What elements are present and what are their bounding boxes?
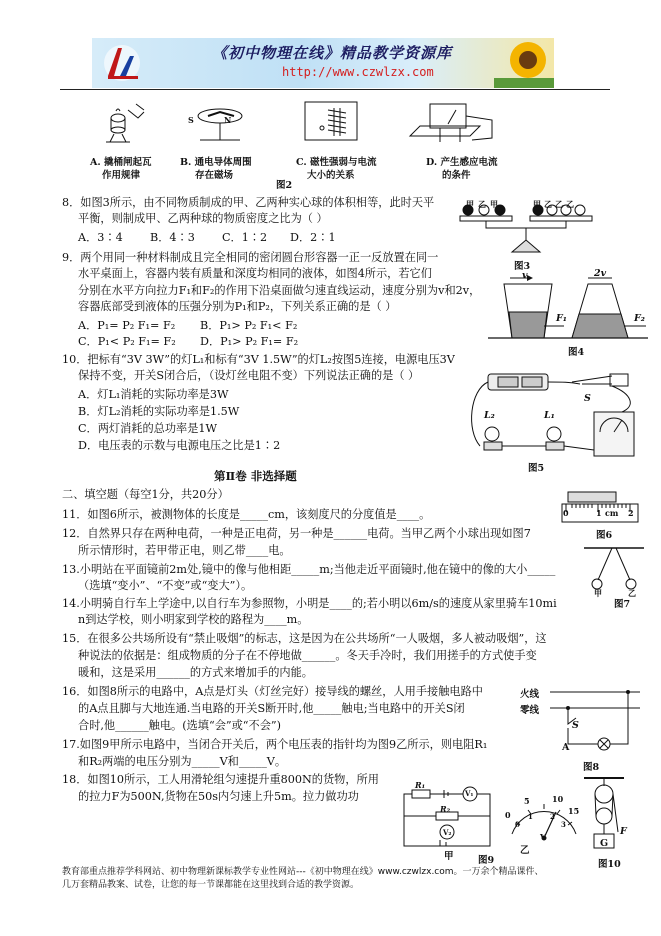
fig9-r1: R₁ <box>415 780 426 790</box>
q10-option-d: D．电压表的示数与电源电压之比是1∶2 <box>78 439 281 452</box>
fig9-scale-0: 0 <box>505 810 511 820</box>
q9-line-1: 9．两个用同一种材料制成且完全相同的密闭圆台形容器一正一反放置在同一 <box>62 251 439 264</box>
part2-heading: 第Ⅱ卷 非选择题 <box>214 469 297 483</box>
fig2-caption-c2: 大小的关系 <box>307 170 355 181</box>
q12-line-1: 12．自然界只存在两种电荷，一种是正电荷，另一种是______电荷。当甲乙两个小球出现如图7 <box>62 527 531 540</box>
fig2-pointer-n: N <box>224 115 232 125</box>
fig9-label: 图9 <box>478 855 495 866</box>
q13-line-1: 13.小明站在平面镜前2m处,镜中的像与他相距_____m;当他走近平面镜时,他在镜中的像的大小_____ <box>62 563 556 576</box>
q9-option-a: A．P₁= P₂ F₁= F₂ <box>78 319 176 332</box>
fig2-caption-a1: A. 撬桶闸起瓦 <box>90 157 152 168</box>
header-title: 《初中物理在线》精品教学资源库 <box>212 44 453 62</box>
q9-option-d: D．P₁> P₂ F₁= F₂ <box>200 335 299 348</box>
fig7-name-yi: 乙 <box>628 588 636 598</box>
fig9-sub1: 甲 <box>444 851 454 862</box>
fig6-label: 图6 <box>596 530 613 541</box>
q14-line-1: 14.小明骑自行车上学途中,以自行车为参照物，小明是____的;若小明以6m/s的速度从家里骑车10mi <box>62 597 557 610</box>
q17-line-2: 和R₂两端的电压分别为_____V和_____V。 <box>78 755 287 768</box>
fig5-label: 图5 <box>528 463 545 474</box>
q16-line-3: 合时,他______触电。(选填“会”或“不会”) <box>78 719 281 732</box>
footer-line-1: 教育部重点推荐学科网站、初中物理新课标教学专业性网站---《初中物理在线》www.czwlzx.com。一万余个精品课件、 <box>62 867 544 877</box>
logo-icon <box>100 42 144 84</box>
fig2-caption-a2: 作用规律 <box>102 170 141 181</box>
q17-line-1: 17.如图9甲所示电路中，当闭合开关后，两个电压表的指针均为图9乙所示，则电阻R₁ <box>62 738 488 751</box>
fig2-apparatus <box>100 96 510 154</box>
q16-line-1: 16．如图8所示的电路中，A点是灯头（灯丝完好）接导线的螺丝，人用手接触电路中 <box>62 685 483 698</box>
q8-line-2: 平衡，则制成甲、乙两种球的物质密度之比为（ ） <box>78 212 328 225</box>
fig8-label: 图8 <box>583 762 600 773</box>
fig5-l1: L₁ <box>544 410 555 421</box>
fig5-l2: L₂ <box>484 410 495 421</box>
q9-line-3: 分别在水平方向拉力F₁和F₂的作用下沿桌面做匀速直线运动，速度分别为v和2v， <box>78 284 481 297</box>
q8-option-c: C．1∶2 <box>222 231 268 244</box>
q10-line-2: 保持不变，开关S闭合后，（设灯丝电阻不变）下列说法正确的是（ ） <box>78 369 420 382</box>
fig4-v1: v <box>522 270 528 281</box>
fig6-tick-0: 0 <box>563 508 569 518</box>
header-url: http://www.czwlzx.com <box>282 65 434 79</box>
fig9-scale2-1: 1 <box>528 812 533 821</box>
q8-option-d: D．2∶1 <box>290 231 336 244</box>
q18-line-2: 的拉力F为500N,货物在50s内匀速上升5m。拉力做功功 <box>78 790 359 803</box>
q16-line-2: 的A点且脚与大地连通.当电路的开关S断开时,他_____触电;当电路中的开关S闭 <box>78 702 465 715</box>
q9-option-b: B．P₁> P₂ F₁< F₂ <box>200 319 298 332</box>
q8-option-a: A．3∶4 <box>78 231 123 244</box>
fig4-label: 图4 <box>568 347 585 358</box>
fig2-label: 图2 <box>276 180 293 191</box>
q10-line-1: 10．把标有“3V 3W”的灯L₁和标有“3V 1.5W”的灯L₂按图5连接，电源电压3V <box>62 353 455 366</box>
fig8-live-wire: 火线 <box>520 689 540 700</box>
q10-option-a: A．灯L₁消耗的实际功率是3W <box>78 388 229 401</box>
fig9-scale-15: 15 <box>568 806 580 816</box>
q10-option-c: C．两灯消耗的总功率是1W <box>78 422 218 435</box>
q18-line-1: 18．如图10所示，工人用滑轮组匀速提升重800N的货物，所用 <box>62 773 379 786</box>
fig6-tick-2: 2 <box>628 508 634 518</box>
fig3-left-labels: 甲乙甲 <box>466 199 502 209</box>
fig9-v-unit: V <box>540 832 547 842</box>
q9-line-4: 容器底部受到液体的压强分别为P₁和P₂，下列关系正确的是（ ） <box>78 300 397 313</box>
fig7-label: 图7 <box>614 599 631 610</box>
fig3-right-labels: 甲乙乙乙 <box>533 199 577 209</box>
fig6-unit: cm <box>605 508 619 518</box>
fig9-scale2-3: 3 <box>561 820 566 829</box>
fig9-sub2: 乙 <box>520 845 530 856</box>
q11-line-1: 11．如图6所示，被测物体的长度是_____cm，该刻度尺的分度值是____。 <box>62 508 431 521</box>
fig9-scale-5: 5 <box>524 796 530 806</box>
q13-line-2: （选填“变小”、“不变”或“变大”）。 <box>78 579 253 592</box>
q15-line-1: 15．在很多公共场所设有“禁止吸烟”的标志，这是因为在公共场所“一人吸烟，多人被动吸烟”，这 <box>62 632 547 645</box>
fig4-v2: 2v <box>594 268 607 279</box>
fig4-f2: F₂ <box>634 313 645 324</box>
fig9-scale2-0: 0 <box>515 820 520 829</box>
fig4-containers <box>488 268 648 346</box>
fig9-v2: V₂ <box>443 828 452 837</box>
fig9-r2: R₂ <box>440 804 451 814</box>
q15-line-3: 暖和，这是采用______的方式来增加手的内能。 <box>78 666 313 679</box>
fig6-tick-1: 1 <box>596 508 602 518</box>
q9-line-2: 水平桌面上，容器内装有质量和深度均相同的液体，如图4所示，若它们 <box>78 267 432 280</box>
q8-option-b: B．4∶3 <box>150 231 195 244</box>
fig9-scale2-2: 2 <box>550 812 555 821</box>
q14-line-2: n到达学校，则小明家到学校的路程为____m。 <box>78 613 309 626</box>
q15-line-2: 种说法的依据是：组成物质的分子在不停地做______。冬天手冷时，我们用搓手的方式使手变 <box>78 649 537 662</box>
fig9-circuit <box>400 784 496 856</box>
fig7-name-jia: 甲 <box>594 588 602 598</box>
fig6-ruler <box>560 490 640 524</box>
fig9-scale-10: 10 <box>552 794 564 804</box>
header-rule <box>60 89 610 90</box>
fig10-g: G <box>600 838 609 849</box>
fig3-label: 图3 <box>514 261 531 272</box>
section-fill-in: 二、填空题（每空1分，共20分） <box>62 488 229 501</box>
q10-option-b: B．灯L₂消耗的实际功率是1.5W <box>78 405 240 418</box>
q9-option-c: C．P₁< P₂ F₁= F₂ <box>78 335 176 348</box>
footer-line-2: 几万套精品教案、试卷，让您的每一节课都能在这里找到合适的教学资源。 <box>62 880 360 890</box>
fig8-a: A <box>562 742 570 753</box>
fig4-f1: F₁ <box>556 313 567 324</box>
fig2-caption-d2: 的条件 <box>442 170 471 181</box>
fig2-caption-c1: C. 磁性强弱与电流 <box>296 157 377 168</box>
fig10-label: 图10 <box>598 859 621 870</box>
fig2-caption-b2: 存在磁场 <box>195 170 234 181</box>
sunflower-icon <box>494 38 554 88</box>
fig10-f: F <box>620 826 627 837</box>
fig2-caption-b1: B. 通电导体周围 <box>180 157 252 168</box>
fig5-s: S <box>584 393 591 404</box>
fig8-s: S <box>572 720 579 731</box>
header-banner <box>92 38 554 88</box>
q8-line-1: 8．如图3所示，由不同物质制成的甲、乙两种实心球的体积相等，此时天平 <box>62 196 435 209</box>
fig9-v1: V₁ <box>465 789 474 798</box>
fig2-pointer-s: S <box>188 115 194 125</box>
q12-line-2: 所示情形时，若甲带正电，则乙带____电。 <box>78 544 291 557</box>
fig2-caption-d1: D. 产生感应电流 <box>426 157 498 168</box>
fig8-neutral-wire: 零线 <box>520 705 540 716</box>
